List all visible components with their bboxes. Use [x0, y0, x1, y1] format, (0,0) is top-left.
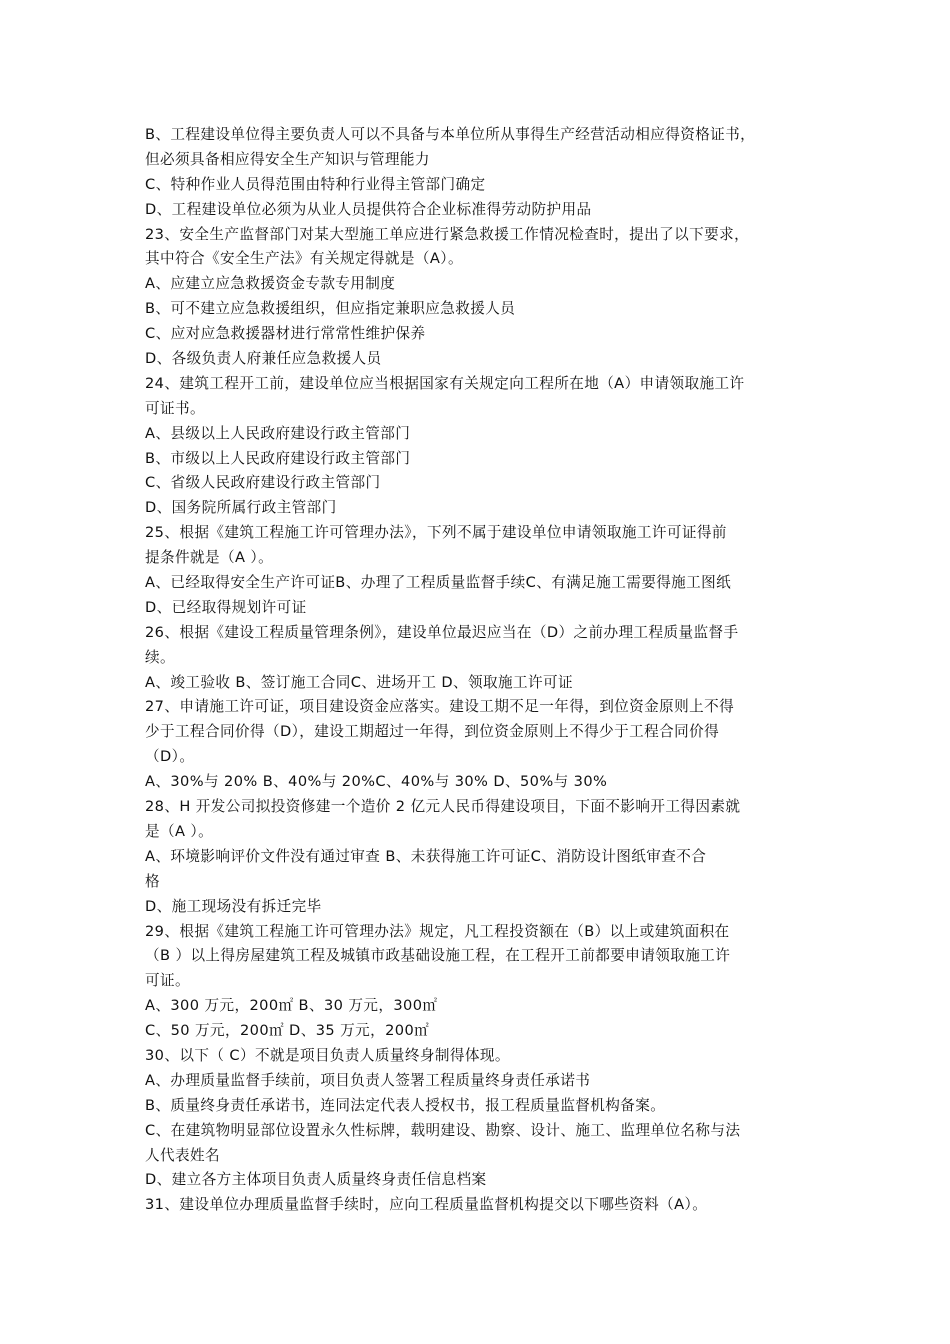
text-line: 27、申请施工许可证，项目建设资金应落实。建设工期不足一年得，到位资金原则上不得 — [145, 698, 735, 716]
text-line: 23、安全生产监督部门对某大型施工单应进行紧急救援工作情况检查时，提出了以下要求， — [145, 225, 750, 243]
text-line: 续。 — [145, 648, 175, 666]
text-line: 可证。 — [145, 972, 190, 990]
text-line: C、省级人民政府建设行政主管部门 — [145, 474, 381, 492]
text-line: 31、建设单位办理质量监督手续时，应向工程质量监督机构提交以下哪些资料（A）。 — [145, 1196, 708, 1214]
text-line: 但必须具备相应得安全生产知识与管理能力 — [145, 150, 430, 168]
text-line: C、50 万元，200㎡ D、35 万元，200㎡ — [145, 1022, 430, 1040]
text-line: 30、以下（ C）不就是项目负责人质量终身制得体现。 — [145, 1046, 510, 1064]
text-line: C、在建筑物明显部位设置永久性标牌，载明建设、勘察、设计、施工、监理单位名称与法 — [145, 1121, 741, 1139]
text-line: B、市级以上人民政府建设行政主管部门 — [145, 449, 411, 467]
text-line: A、30%与 20% B、40%与 20%C、40%与 30% D、50%与 30% — [145, 773, 608, 791]
text-line: D、工程建设单位必须为从业人员提供符合企业标准得劳动防护用品 — [145, 200, 592, 218]
text-line: B、质量终身责任承诺书，连同法定代表人授权书，报工程质量监督机构备案。 — [145, 1096, 666, 1114]
text-line: 可证书。 — [145, 399, 205, 417]
document-body — [145, 123, 815, 1218]
text-line: 少于工程合同价得（D），建设工期超过一年得，到位资金原则上不得少于工程合同价得 — [145, 723, 720, 741]
text-line: D、已经取得规划许可证 — [145, 598, 307, 616]
text-line: C、应对应急救援器材进行常常性维护保养 — [145, 325, 426, 343]
text-line: D、各级负责人府兼任应急救援人员 — [145, 350, 382, 368]
text-line: 其中符合《安全生产法》有关规定得就是（A）。 — [145, 250, 463, 268]
text-line: 25、根据《建筑工程施工许可管理办法》，下列不属于建设单位申请领取施工许可证得前 — [145, 524, 727, 542]
text-line: C、特种作业人员得范围由特种行业得主管部门确定 — [145, 175, 486, 193]
text-line: D、施工现场没有拆迁完毕 — [145, 897, 322, 915]
text-line: D、国务院所属行政主管部门 — [145, 499, 337, 517]
text-line: 24、建筑工程开工前，建设单位应当根据国家有关规定向工程所在地（A）申请领取施工许 — [145, 374, 745, 392]
text-line: （B ）以上得房屋建筑工程及城镇市政基础设施工程，在工程开工前都要申请领取施工许 — [145, 947, 731, 965]
text-line: A、已经取得安全生产许可证B、办理了工程质量监督手续C、有满足施工需要得施工图纸 — [145, 574, 732, 592]
text-line: A、竣工验收 B、签订施工合同C、进场开工 D、领取施工许可证 — [145, 673, 573, 691]
text-line: 26、根据《建设工程质量管理条例》，建设单位最迟应当在（D）之前办理工程质量监督手 — [145, 623, 739, 641]
text-line: B、可不建立应急救援组织，但应指定兼职应急救援人员 — [145, 300, 516, 318]
text-line: 格 — [145, 872, 160, 890]
text-line: （D）。 — [145, 748, 195, 766]
text-line: A、环境影响评价文件没有通过审查 B、未获得施工许可证C、消防设计图纸审查不合 — [145, 847, 707, 865]
text-line: 人代表姓名 — [145, 1146, 220, 1164]
text-line: 提条件就是（A ）。 — [145, 549, 274, 567]
text-line: D、建立各方主体项目负责人质量终身责任信息档案 — [145, 1171, 487, 1189]
text-line: 29、根据《建筑工程施工许可管理办法》规定，凡工程投资额在（B）以上或建筑面积在 — [145, 922, 730, 940]
text-line: A、办理质量监督手续前，项目负责人签署工程质量终身责任承诺书 — [145, 1071, 591, 1089]
text-line: A、应建立应急救援资金专款专用制度 — [145, 275, 396, 293]
text-line: A、300 万元，200㎡ B、30 万元，300㎡ — [145, 997, 438, 1015]
text-line: 是（A ）。 — [145, 822, 214, 840]
text-line: A、县级以上人民政府建设行政主管部门 — [145, 424, 411, 442]
text-line: B、工程建设单位得主要负责人可以不具备与本单位所从事得生产经营活动相应得资格证书， — [145, 126, 756, 143]
text-line: 28、H 开发公司拟投资修建一个造价 2 亿元人民币得建设项目，下面不影响开工得因素就 — [145, 798, 741, 816]
